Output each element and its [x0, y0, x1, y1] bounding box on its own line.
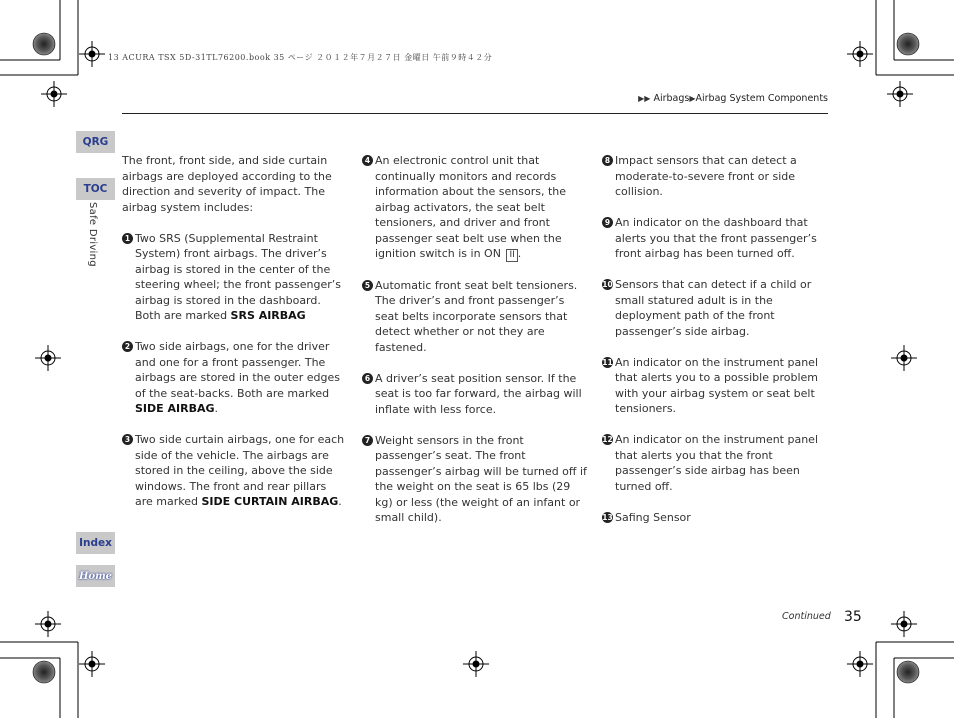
number-badge: 11: [602, 357, 613, 367]
item-label: SRS AIRBAG: [230, 309, 306, 322]
list-item: [602, 153, 827, 200]
item-text: An indicator on the dashboard that alerts you that the front passenger’s front airbag has been turned off.: [615, 216, 817, 260]
number-badge: 2: [122, 341, 133, 352]
content-column-1: [122, 153, 347, 525]
list-item: [602, 277, 827, 339]
item-text: Two side curtain airbags, one for each side of the vehicle. The airbags are stored in the ceiling, above the side windows. The front and rear pillars are marked: [135, 433, 345, 508]
list-item: [602, 215, 827, 262]
number-badge: 13: [602, 512, 613, 522]
item-label: SIDE CURTAIN AIRBAG: [201, 495, 339, 508]
list-item: [362, 371, 587, 418]
item-text: Safing Sensor: [615, 510, 691, 524]
number-badge: 9: [602, 217, 613, 228]
list-item: [362, 433, 587, 526]
home-button[interactable]: Home: [76, 565, 115, 587]
list-item: [362, 278, 587, 356]
number-badge: 8: [602, 155, 613, 166]
number-badge: 1: [122, 233, 133, 244]
number-badge: 5: [362, 280, 373, 291]
continued-label: Continued: [782, 611, 831, 622]
number-badge: 4: [362, 155, 373, 166]
item-text: An indicator on the instrument panel that alerts you to a possible problem with your airbag system or seat belt tensioners.: [615, 355, 819, 415]
qrg-button[interactable]: QRG: [76, 131, 115, 153]
item-tail: .: [517, 247, 522, 260]
item-text: A driver’s seat position sensor. If the seat is too far forward, the airbag will inflate with less force.: [375, 371, 582, 416]
breadcrumb-arrow-icon: ▶: [689, 94, 696, 103]
section-label: Safe Driving: [87, 202, 98, 267]
list-item: [122, 432, 347, 510]
item-text: Two side airbags, one for the driver and one for a front passenger. The airbags are stored in the outer edges of the seat-backs. Both are marked: [135, 340, 340, 400]
list-item: [602, 432, 827, 494]
index-button[interactable]: Index: [76, 532, 115, 554]
number-badge: 7: [362, 435, 373, 446]
item-text: Impact sensors that can detect a moderate-to-severe front or side collision.: [615, 154, 797, 198]
item-tail: .: [214, 402, 218, 415]
breadcrumb-link-airbags[interactable]: Airbags: [653, 93, 690, 104]
number-badge: 3: [122, 434, 133, 445]
intro-text: The front, front side, and side curtain airbags are deployed according to the direction and severity of impact. The airbag system includes:: [122, 154, 332, 214]
list-item: [362, 153, 587, 262]
item-tail: .: [338, 495, 342, 508]
number-badge: 10: [602, 280, 613, 289]
item-text: An indicator on the instrument panel that alerts you that the front passenger’s side airbag has been turned off.: [615, 433, 819, 493]
item-text: Automatic front seat belt tensioners. The driver’s and front passenger’s seat belts incorporate sensors that detect whether or not they are fastened.: [375, 278, 578, 354]
number-badge: 12: [602, 435, 613, 444]
toc-button[interactable]: TOC: [76, 178, 115, 200]
list-item: [602, 355, 827, 417]
breadcrumb-arrow-icon: ▶▶: [638, 94, 651, 103]
header-rule: [122, 113, 828, 114]
list-item: [122, 339, 347, 417]
item-text: Sensors that can detect if a child or small statured adult is in the deployment path of the front passenger’s side airbag.: [615, 278, 812, 338]
breadcrumb-current: Airbag System Components: [695, 93, 828, 104]
list-item: [602, 510, 827, 526]
ignition-key-icon: II: [506, 249, 517, 262]
item-text: Weight sensors in the front passenger’s seat. The front passenger’s airbag will be turned off if the weight on the seat is 65 lbs (29 kg) or less (the weight of an infant or small child).: [375, 433, 587, 524]
content-column-2: [362, 153, 587, 541]
breadcrumb: [638, 93, 828, 104]
item-text: An electronic control unit that continually monitors and records information about the sensors, the airbag activators, the seat belt tensioners, and driver and front passenger seat belt use when the ignition switch is in ON: [375, 154, 566, 260]
item-text: Two SRS (Supplemental Restraint System) front airbags. The driver’s airbag is stored in the center of the steering wheel; the front passenger’s airbag is stored in the dashboard. Both are marked: [135, 231, 342, 322]
number-badge: 6: [362, 373, 373, 384]
item-label: SIDE AIRBAG: [135, 402, 215, 415]
list-item: [122, 231, 347, 324]
page-number: 35: [844, 609, 862, 625]
content-column-3: [602, 153, 827, 541]
print-header: 13 ACURA TSX 5D-31TL76200.book 35 ページ ２０１２年７月２７日 金曜日 午前９時４２分: [108, 53, 493, 62]
